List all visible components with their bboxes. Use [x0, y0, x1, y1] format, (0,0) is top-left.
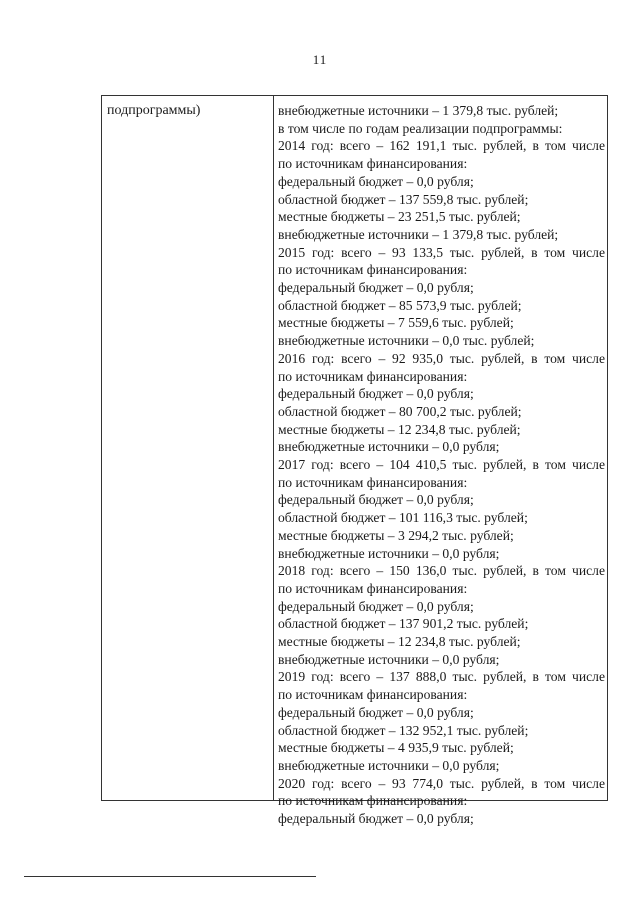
- text-line: областной бюджет – 101 116,3 тыс. рублей;: [278, 510, 528, 526]
- text-line: по источникам финансирования:: [278, 262, 468, 278]
- text-line: местные бюджеты – 12 234,8 тыс. рублей;: [278, 634, 521, 650]
- text-line: федеральный бюджет – 0,0 рубля;: [278, 280, 474, 295]
- funding-table: [101, 95, 608, 827]
- text-line: 2019 год: всего – 137 888,0 тыс. рублей, в том числе: [278, 669, 605, 685]
- text-line: 2016 год: всего – 92 935,0 тыс. рублей, в том числе: [278, 350, 605, 366]
- text-line: областной бюджет – 137 901,2 тыс. рублей;: [278, 616, 529, 632]
- text-line: местные бюджеты – 23 251,5 тыс. рублей;: [278, 209, 521, 225]
- text-line: внебюджетные источники – 0,0 рубля;: [278, 651, 500, 667]
- text-line: местные бюджеты – 12 234,8 тыс. рублей;: [278, 421, 521, 437]
- text-line: федеральный бюджет – 0,0 рубля;: [278, 704, 474, 720]
- text-line: местные бюджеты – 3 294,2 тыс. рублей;: [278, 527, 514, 543]
- text-line: областной бюджет – 132 952,1 тыс. рублей;: [278, 722, 529, 738]
- text-line: 2017 год: всего – 104 410,5 тыс. рублей, в том числе: [278, 457, 605, 473]
- text-line: внебюджетные источники – 0,0 рубля;: [278, 439, 500, 455]
- text-line: внебюджетные источники – 0,0 рубля;: [278, 545, 500, 561]
- text-line: областной бюджет – 85 573,9 тыс. рублей;: [278, 297, 522, 313]
- table-cell-content: [278, 102, 605, 828]
- text-line: 2018 год: всего – 150 136,0 тыс. рублей, в том числе: [278, 563, 605, 579]
- text-line: 2015 год: всего – 93 133,5 тыс. рублей, в том числе: [278, 244, 605, 260]
- text-line: федеральный бюджет – 0,0 рубля;: [278, 173, 474, 189]
- text-line: по источникам финансирования:: [278, 474, 468, 490]
- text-line: местные бюджеты – 4 935,9 тыс. рублей;: [278, 740, 514, 756]
- text-line: местные бюджеты – 7 559,6 тыс. рублей;: [278, 315, 514, 331]
- text-line: федеральный бюджет – 0,0 рубля;: [278, 492, 474, 508]
- text-line: по источникам финансирования:: [278, 687, 468, 703]
- text-line: внебюджетные источники – 0,0 рубля;: [278, 757, 500, 773]
- text-line: областной бюджет – 80 700,2 тыс. рублей;: [278, 403, 522, 419]
- footer-rule: [24, 876, 316, 877]
- text-line: федеральный бюджет – 0,0 рубля;: [278, 598, 474, 614]
- text-line: по источникам финансирования:: [278, 580, 468, 596]
- table-cell-label: подпрограммы): [107, 103, 201, 118]
- text-line: 2014 год: всего – 162 191,1 тыс. рублей, в том числе: [278, 138, 605, 154]
- text-line: областной бюджет – 137 559,8 тыс. рублей;: [278, 191, 529, 207]
- page-number: 11: [312, 52, 328, 67]
- text-line: федеральный бюджет – 0,0 рубля;: [278, 386, 474, 402]
- column-divider: [273, 96, 274, 800]
- text-line: в том числе по годам реализации подпрограммы:: [278, 120, 563, 136]
- text-line: внебюджетные источники – 1 379,8 тыс. рублей;: [278, 226, 559, 242]
- text-line: 2020 год: всего – 93 774,0 тыс. рублей, в том числе: [278, 775, 605, 791]
- text-line: федеральный бюджет – 0,0 рубля;: [278, 811, 474, 827]
- text-line: по источникам финансирования:: [278, 156, 468, 172]
- text-line: внебюджетные источники – 0,0 тыс. рублей;: [278, 333, 535, 349]
- text-line: по источникам финансирования:: [278, 793, 468, 809]
- text-line: внебюджетные источники – 1 379,8 тыс. рублей;: [278, 103, 559, 118]
- text-line: по источникам финансирования:: [278, 368, 468, 384]
